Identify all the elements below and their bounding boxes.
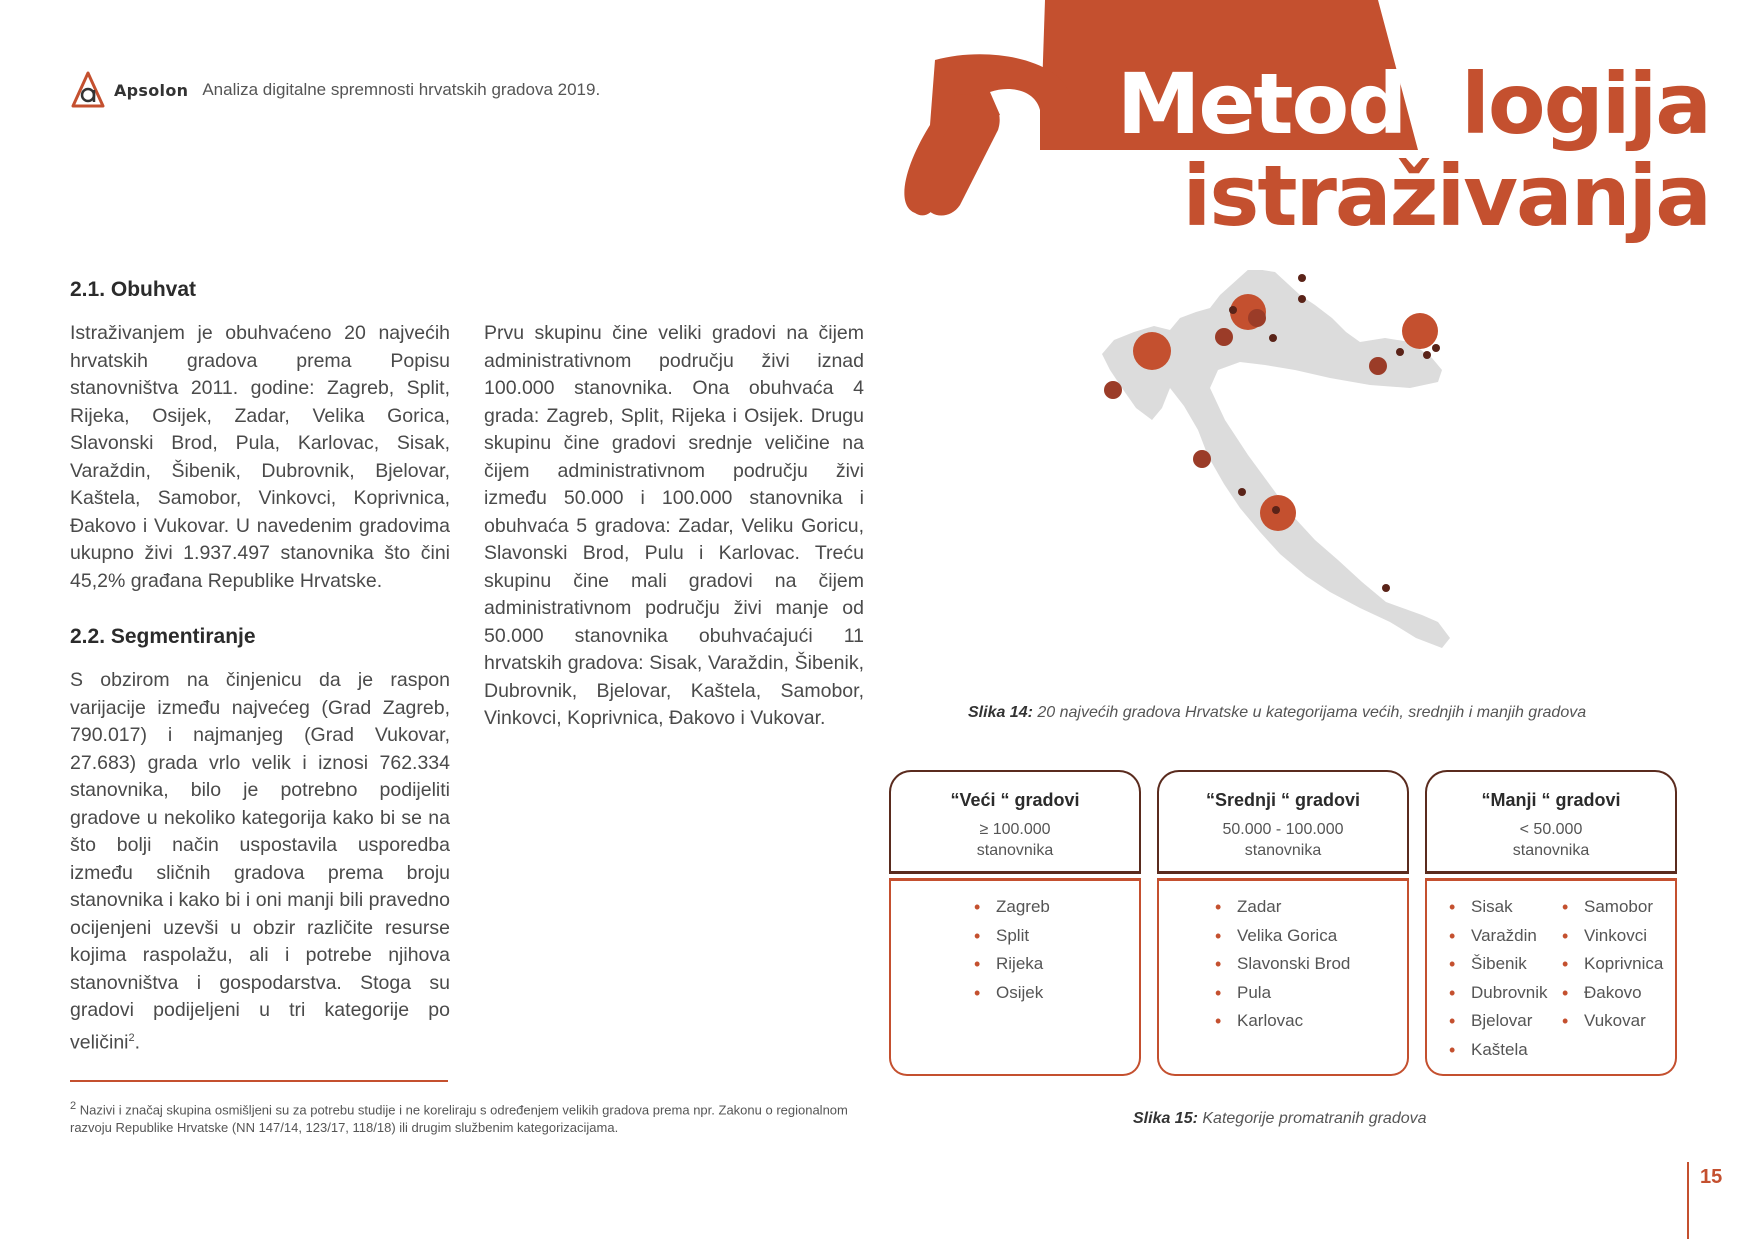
- marker-koprivnica: [1298, 295, 1306, 303]
- category-range: < 50.000: [1519, 821, 1583, 838]
- marker-zadar: [1193, 450, 1211, 468]
- marker-samobor: [1229, 306, 1237, 314]
- list-item: • Zadar: [1215, 893, 1407, 922]
- marker-sibenik: [1238, 488, 1246, 496]
- marker-pula: [1104, 381, 1122, 399]
- category-card-medium: [1157, 770, 1409, 1076]
- marker-varazdin: [1298, 274, 1306, 282]
- marker-dakovo: [1396, 348, 1404, 356]
- list-item: • Slavonski Brod: [1215, 950, 1407, 979]
- chapter-title-line2: istraživanja: [1182, 147, 1710, 245]
- city-list: [891, 893, 1139, 1007]
- chapter-title-part2: logija: [1461, 55, 1710, 153]
- category-title: “Veći “ gradovi: [950, 790, 1080, 810]
- category-unit: stanovnika: [1244, 842, 1322, 859]
- category-card-small: [1425, 770, 1677, 1076]
- list-item: • Split: [974, 922, 1139, 951]
- list-item: • Kaštela: [1449, 1036, 1562, 1065]
- marker-rijeka: [1133, 332, 1171, 370]
- category-title: “Srednji “ gradovi: [1205, 790, 1361, 810]
- marker-sisak: [1269, 334, 1277, 342]
- croatia-land-shape: [1102, 270, 1450, 648]
- section-text-groups: Prvu skupinu čine veliki gradovi na čijem administrativnom području živi iznad 100.000 stanovnika. Ona obuhvaća 4 grada: Zagreb, Split, Rijeka i Osijek. Drugu skupinu čine gradovi srednje veličine na čijem administrativnom području živi između 50.000 i 100.000 stanovnika i obuhvaća 5 gradova: Zadar, Veliku Goricu, Slavonski Brod, Pulu i Karlovac. Treću skupinu čine mali gradovi na čijem administrativnom području živi manje od 50.000 stanovnika obuhvaćajući 11 hrvatskih gradova: Sisak, Varaždin, Šibenik, Dubrovnik, Bjelovar, Kaštela, Samobor, Vinkovci, Koprivnica, Đakovo i Vukovar.: [484, 322, 864, 729]
- footnote-reference[interactable]: 2: [128, 1031, 135, 1044]
- marker-slavonski-brod: [1369, 357, 1387, 375]
- category-range: 50.000 - 100.000: [1222, 821, 1344, 838]
- marker-karlovac: [1215, 328, 1233, 346]
- croatia-cities-map: [1070, 270, 1510, 690]
- section-text-segmentiranje: S obzirom na činjenicu da je raspon varijacije između najvećeg (Grad Zagreb, 790.017) i najmanjeg (Grad Vukovar, 27.683) grada vrlo velik i iznosi 762.334 stanovnika, bilo je potrebno podijeliti gradove u nekoliko kategorija kako bi se na što bolji način uspostavila usporedba između sličnih gradova prema broju stanovnika i kako bi i oni manji bili pravedno ocijenjeni uzevši u obzir različite resurse kojima raspolažu, ali i potrebe njihova stanovništva i gospodarstva. Stoga su gradovi podijeljeni u tri kategorije po veličini$^2$.: [70, 669, 450, 1053]
- list-item: • Osijek: [974, 979, 1139, 1008]
- list-item: • Varaždin: [1449, 922, 1562, 951]
- list-item: • Velika Gorica: [1215, 922, 1407, 951]
- section-heading-segmentiranje: 2.2. Segmentiranje: [70, 625, 256, 648]
- apsolon-logo-icon: [70, 70, 106, 110]
- marker-velika-gorica: [1248, 309, 1266, 327]
- marker-vukovar: [1432, 344, 1440, 352]
- marker-vinkovci: [1423, 351, 1431, 359]
- city-list: [1449, 893, 1562, 1064]
- category-unit: stanovnika: [976, 842, 1054, 859]
- list-item: • Bjelovar: [1449, 1007, 1562, 1036]
- left-column: [70, 278, 450, 1057]
- list-item: • Sisak: [1449, 893, 1562, 922]
- list-item: • Vukovar: [1562, 1007, 1675, 1036]
- section-text-obuhvat: Istraživanjem je obuhvaćeno 20 najvećih hrvatskih gradova prema Popisu stanovništva 2011. godine: Zagreb, Split, Rijeka, Osijek, Zadar, Velika Gorica, Slavonski Brod, Pula, Karlovac, Sisak, Varaždin, Šibenik, Dubrovnik, Bjelovar, Kaštela, Samobor, Vinkovci, Koprivnica, Đakovo i Vukovar. U navedenim gradovima ukupno živi 1.937.497 stanovnika što čini 45,2% građana Republike Hrvatske.: [70, 322, 450, 592]
- list-item: • Zagreb: [974, 893, 1139, 922]
- city-list: [1562, 893, 1675, 1064]
- list-item: • Koprivnica: [1562, 950, 1675, 979]
- page-number-divider: [1687, 1162, 1689, 1239]
- city-list: [1159, 893, 1407, 1036]
- chapter-title-part1: Metodo: [1116, 55, 1462, 153]
- list-item: • Đakovo: [1562, 979, 1675, 1008]
- list-item: • Samobor: [1562, 893, 1675, 922]
- document-title: Analiza digitalne spremnosti hrvatskih gradova 2019.: [202, 80, 601, 99]
- page-header: [70, 70, 600, 110]
- list-item: • Dubrovnik: [1449, 979, 1562, 1008]
- category-title: “Manji “ gradovi: [1481, 790, 1621, 810]
- category-unit: stanovnika: [1512, 842, 1590, 859]
- list-item: • Karlovac: [1215, 1007, 1407, 1036]
- right-text-column: [484, 320, 864, 733]
- list-item: • Vinkovci: [1562, 922, 1675, 951]
- footnote: $^2$ Nazivi i značaj skupina osmišljeni su za potrebu studije i ne koreliraju s određenjem velikih gradova prema npr. Zakonu o regionalnom razvoju Republike Hrvatske (NN 147/14, 123/17, 118/18) ili drugim službenim kategorizacijama.: [70, 1100, 848, 1136]
- section-heading-obuhvat: 2.1. Obuhvat: [70, 278, 197, 301]
- list-item: • Šibenik: [1449, 950, 1562, 979]
- marker-osijek: [1402, 313, 1438, 349]
- marker-dubrovnik: [1382, 584, 1390, 592]
- list-item: • Pula: [1215, 979, 1407, 1008]
- footnote-divider: [70, 1080, 448, 1082]
- figure15-caption: Slika 15: Kategorije promatranih gradova: [1133, 1110, 1427, 1127]
- page-number: 15: [1700, 1166, 1723, 1188]
- category-card-large: [889, 770, 1141, 1076]
- figure14-caption: Slika 14: 20 najvećih gradova Hrvatske u kategorijama većih, srednjih i manjih gradova: [968, 704, 1587, 721]
- category-range: ≥ 100.000: [979, 821, 1051, 838]
- list-item: • Rijeka: [974, 950, 1139, 979]
- chapter-title: [1030, 55, 1710, 245]
- marker-kastela: [1272, 506, 1280, 514]
- logo-text: Apsolon: [114, 80, 189, 100]
